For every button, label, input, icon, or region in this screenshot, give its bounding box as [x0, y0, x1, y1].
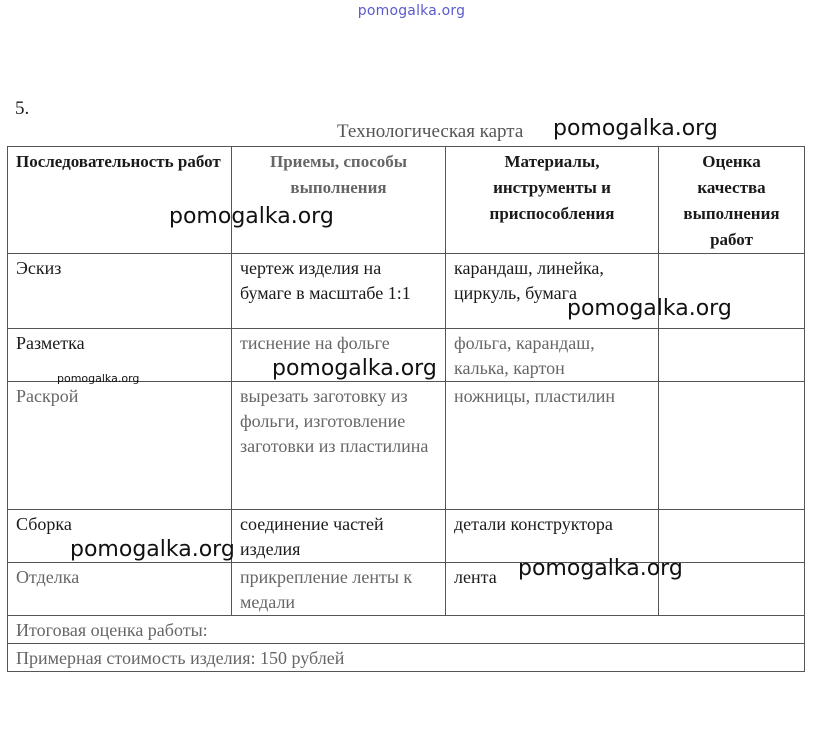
header-methods: Приемы, способы выполнения	[232, 147, 446, 254]
cost-cell: Примерная стоимость изделия: 150 рублей	[8, 644, 805, 672]
method-cell: прикрепление ленты к медали	[232, 563, 446, 616]
stage-cell: Разметка	[8, 329, 232, 382]
stage-cell: Отделка	[8, 563, 232, 616]
header-materials: Материалы, инструменты и приспособления	[446, 147, 659, 254]
top-watermark: pomogalka.org	[357, 3, 466, 19]
technology-card-table	[7, 146, 805, 672]
watermark: pomogalka.org	[57, 372, 140, 385]
table-row	[8, 563, 805, 616]
materials-cell: фольга, карандаш, калька, картон	[446, 329, 659, 382]
watermark: pomogalka.org	[272, 356, 437, 381]
watermark: pomogalka.org	[518, 556, 683, 581]
materials-cell: детали конструктора	[446, 510, 659, 563]
quality-cell	[659, 329, 805, 382]
materials-cell: лента	[446, 563, 659, 616]
materials-cell: карандаш, линейка, циркуль, бумага	[446, 254, 659, 329]
watermark: pomogalka.org	[70, 537, 235, 562]
cost-row	[8, 644, 805, 672]
total-row	[8, 616, 805, 644]
header-sequence: Последовательность работ	[8, 147, 232, 254]
method-cell: тиснение на фольге	[232, 329, 446, 382]
watermark: pomogalka.org	[169, 204, 334, 229]
quality-cell	[659, 382, 805, 510]
method-cell: чертеж изделия на бумаге в масштабе 1:1	[232, 254, 446, 329]
table-header-row	[8, 147, 805, 254]
table-row	[8, 382, 805, 510]
header-quality: Оценка качества выполнения работ	[659, 147, 805, 254]
watermark: pomogalka.org	[567, 296, 732, 321]
task-number: 5.	[15, 98, 30, 119]
watermark: pomogalka.org	[553, 116, 718, 141]
total-score-cell: Итоговая оценка работы:	[8, 616, 805, 644]
method-cell: соединение частей изделия	[232, 510, 446, 563]
method-cell: вырезать заготовку из фольги, изготовление заготовки из пластилина	[232, 382, 446, 510]
card-title: Технологическая карта	[337, 121, 524, 142]
stage-cell: Сборка	[8, 510, 232, 563]
stage-cell: Эскиз	[8, 254, 232, 329]
quality-cell	[659, 510, 805, 563]
materials-cell: ножницы, пластилин	[446, 382, 659, 510]
stage-cell: Раскрой	[8, 382, 232, 510]
